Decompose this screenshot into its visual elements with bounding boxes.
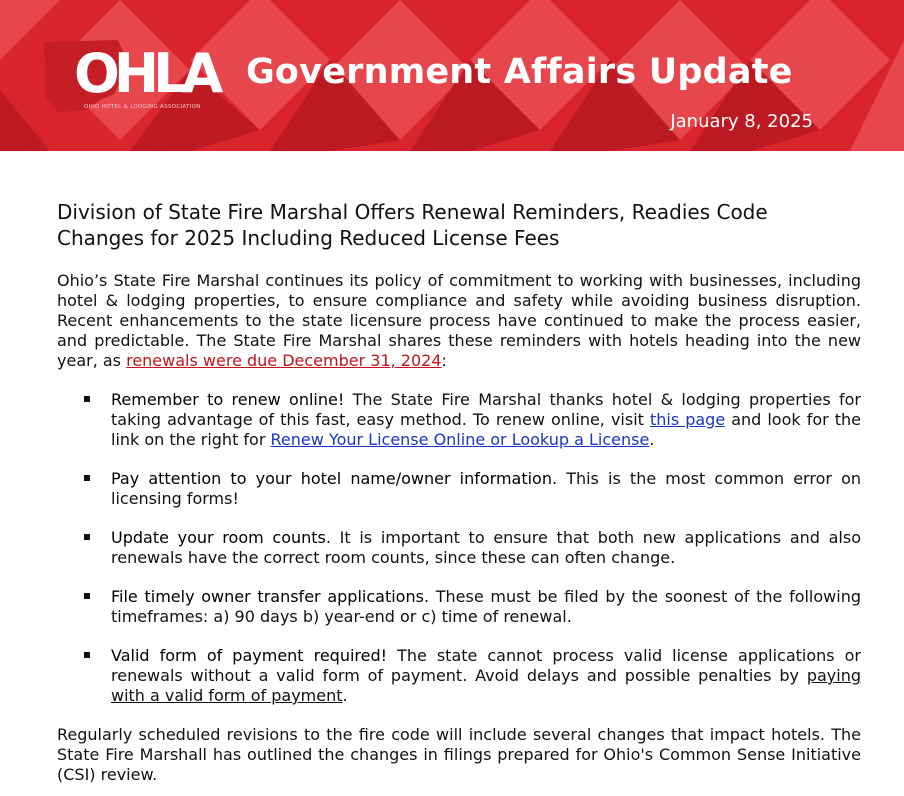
square-bullet-icon (84, 652, 90, 658)
intro-end: : (441, 351, 447, 370)
this-page-link[interactable]: this page (649, 410, 726, 429)
ohla-logo (40, 38, 245, 118)
bullet-text-mid: and look for the link on the right for (111, 410, 861, 449)
logo-wordmark: OHLA (74, 42, 218, 105)
article-headline: Division of State Fire Marshal Offers Renewal Reminders, Readies Code Changes for 2025 Including Reduced License Fees (57, 200, 768, 250)
list-item (84, 390, 861, 450)
intro-text: Ohio’s State Fire Marshal continues its policy of commitment to working with businesses, including hotel & lodging properties, to ensure compliance and safety while avoiding business disruption. Recent enhancements to the state licensure process have continued to make the process easier, and predictable. The State Fire Marshal shares these reminders with hotels heading into the new year, as (57, 271, 861, 370)
page-title: Government Affairs Update (246, 52, 793, 92)
square-bullet-icon (84, 475, 90, 481)
square-bullet-icon (84, 593, 90, 599)
bullet-lead: File timely owner transfer applications (111, 587, 424, 606)
bullet-text: The state cannot process valid license applications or renewals without a valid form of payment. Avoid delays and possible penalties by (111, 646, 861, 685)
bullet-text-end: . (649, 430, 655, 449)
list-item (84, 587, 861, 627)
logo-tagline: OHIO HOTEL & LODGING ASSOCIATION (84, 104, 201, 110)
bullet-text: This is the most common error on licensing forms! (111, 469, 861, 508)
square-bullet-icon (84, 396, 90, 402)
bullet-text: . These must be filed by the soonest of the following timeframes: a) 90 days b) year-end or c) time of renewal. (111, 587, 861, 626)
bullet-lead: Pay attention to your hotel name/owner information. (111, 469, 558, 488)
bullet-lead: Valid form of payment required! (111, 646, 388, 665)
bullet-lead: Remember to renew online! (111, 390, 345, 409)
issue-date: January 8, 2025 (670, 111, 813, 132)
renew-license-online-link[interactable]: Renew Your License Online or Lookup a License (270, 430, 650, 449)
square-bullet-icon (84, 534, 90, 540)
valid-payment-link[interactable]: paying with a valid form of payment (111, 666, 861, 705)
closing-paragraph: Regularly scheduled revisions to the fire code will include several changes that impact hotels. The State Fire Marshall has outlined the changes in filings prepared for Ohio's Common Sense Initiative (CSI) review. (57, 725, 861, 784)
bullet-text: . It is important to ensure that both new applications and also renewals have the correct room counts, since these can often change. (111, 528, 862, 567)
article (57, 199, 861, 785)
header-banner (0, 0, 904, 151)
bullet-text-end: . (342, 686, 348, 705)
bullet-text: The State Fire Marshal thanks hotel & lodging properties for taking advantage of this fast, easy method. To renew online, visit (111, 390, 861, 429)
list-item (84, 469, 861, 509)
list-item (84, 528, 861, 568)
bullet-lead: Update your room counts (111, 528, 326, 547)
intro-paragraph (57, 271, 861, 371)
reminder-list (84, 390, 861, 706)
list-item (84, 646, 861, 706)
renewals-due-link[interactable]: renewals were due December 31, 2024 (126, 351, 442, 370)
